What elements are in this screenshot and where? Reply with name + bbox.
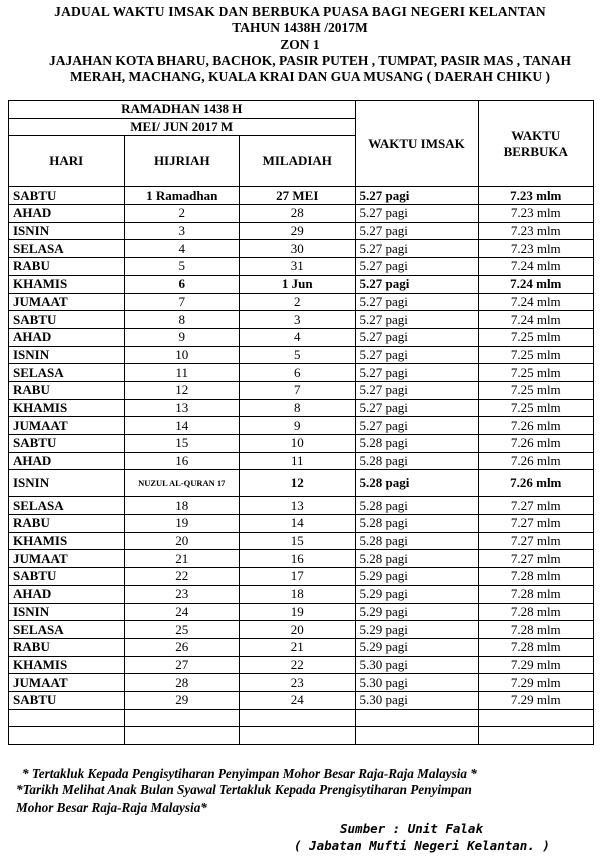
blank-row: [9, 709, 594, 727]
hijriah-cell: 24: [124, 603, 240, 621]
imsak-cell: 5.27 pagi: [355, 399, 478, 417]
berbuka-cell: 7.28 mlm: [478, 585, 594, 603]
table-row: [9, 585, 594, 603]
table-row: [9, 275, 594, 293]
hijriah-cell: 27: [124, 656, 240, 674]
imsak-cell: 5.29 pagi: [355, 621, 478, 639]
hari-cell: ISNIN: [9, 346, 125, 364]
table-row: [9, 293, 594, 311]
miladiah-cell: 21: [240, 638, 356, 656]
miladiah-cell: 28: [240, 205, 356, 223]
document-year: TAHUN 1438H /2017M: [232, 20, 368, 35]
hijriah-cell: 5: [124, 258, 240, 276]
table-row: [9, 346, 594, 364]
schedule-table: [8, 100, 594, 745]
berbuka-cell: 7.28 mlm: [478, 621, 594, 639]
hari-cell: ISNIN: [9, 222, 125, 240]
table-row: [9, 603, 594, 621]
imsak-cell: 5.30 pagi: [355, 656, 478, 674]
table-row: [9, 240, 594, 258]
blank-cell: [355, 709, 478, 727]
month-subtitle: MEI/ JUN 2017 M: [9, 118, 356, 136]
imsak-cell: 5.29 pagi: [355, 585, 478, 603]
blank-cell: [124, 727, 240, 745]
imsak-cell: 5.28 pagi: [355, 515, 478, 533]
imsak-cell: 5.27 pagi: [355, 187, 478, 205]
table-row: [9, 550, 594, 568]
header-miladiah: MILADIAH: [240, 136, 356, 187]
berbuka-cell: 7.23 mlm: [478, 187, 594, 205]
blank-cell: [124, 709, 240, 727]
hari-cell: JUMAAT: [9, 674, 125, 692]
hari-cell: KHAMIS: [9, 656, 125, 674]
hari-cell: JUMAAT: [9, 293, 125, 311]
hijriah-cell: 15: [124, 435, 240, 453]
berbuka-cell: 7.25 mlm: [478, 328, 594, 346]
hijriah-cell: 9: [124, 328, 240, 346]
miladiah-cell: 4: [240, 328, 356, 346]
schedule-rows: [9, 187, 594, 745]
imsak-cell: 5.29 pagi: [355, 603, 478, 621]
hari-cell: SABTU: [9, 187, 125, 205]
imsak-cell: 5.27 pagi: [355, 275, 478, 293]
blank-cell: [478, 709, 594, 727]
miladiah-cell: 30: [240, 240, 356, 258]
imsak-cell: 5.27 pagi: [355, 364, 478, 382]
source-label: Sumber : Unit Falak: [340, 821, 483, 836]
hijriah-cell: 21: [124, 550, 240, 568]
table-row: [9, 364, 594, 382]
imsak-cell: 5.27 pagi: [355, 205, 478, 223]
hijriah-cell: 22: [124, 568, 240, 586]
hijriah-cell: 4: [124, 240, 240, 258]
hijriah-cell: NUZUL AL-QURAN 17: [124, 470, 240, 497]
hijriah-cell: 25: [124, 621, 240, 639]
table-row: [9, 532, 594, 550]
blank-cell: [9, 709, 125, 727]
imsak-cell: 5.29 pagi: [355, 568, 478, 586]
hijriah-cell: 1 Ramadhan: [124, 187, 240, 205]
berbuka-cell: 7.24 mlm: [478, 293, 594, 311]
note-proclamation: * Tertakluk Kepada Pengisytiharan Penyimpan Mohor Besar Raja-Raja Malaysia *: [22, 766, 477, 781]
hijriah-cell: 14: [124, 417, 240, 435]
hari-cell: AHAD: [9, 585, 125, 603]
miladiah-cell: 5: [240, 346, 356, 364]
miladiah-cell: 22: [240, 656, 356, 674]
miladiah-cell: 27 MEI: [240, 187, 356, 205]
miladiah-cell: 15: [240, 532, 356, 550]
berbuka-cell: 7.28 mlm: [478, 638, 594, 656]
miladiah-cell: 20: [240, 621, 356, 639]
miladiah-cell: 2: [240, 293, 356, 311]
berbuka-cell: 7.25 mlm: [478, 381, 594, 399]
imsak-cell: 5.30 pagi: [355, 691, 478, 709]
imsak-cell: 5.28 pagi: [355, 435, 478, 453]
blank-cell: [240, 709, 356, 727]
hijriah-cell: 13: [124, 399, 240, 417]
hari-cell: SELASA: [9, 621, 125, 639]
berbuka-cell: 7.23 mlm: [478, 240, 594, 258]
imsak-cell: 5.27 pagi: [355, 311, 478, 329]
miladiah-cell: 1 Jun: [240, 275, 356, 293]
hari-cell: KHAMIS: [9, 275, 125, 293]
hari-cell: AHAD: [9, 328, 125, 346]
hari-cell: RABU: [9, 638, 125, 656]
imsak-cell: 5.28 pagi: [355, 550, 478, 568]
miladiah-cell: 14: [240, 515, 356, 533]
berbuka-cell: 7.24 mlm: [478, 275, 594, 293]
berbuka-cell: 7.27 mlm: [478, 550, 594, 568]
berbuka-cell: 7.27 mlm: [478, 515, 594, 533]
month-title: RAMADHAN 1438 H: [9, 101, 356, 119]
hari-cell: KHAMIS: [9, 532, 125, 550]
table-row: [9, 452, 594, 470]
table-row: [9, 205, 594, 223]
hari-cell: SELASA: [9, 364, 125, 382]
blank-cell: [478, 727, 594, 745]
miladiah-cell: 18: [240, 585, 356, 603]
table-row: [9, 311, 594, 329]
miladiah-cell: 10: [240, 435, 356, 453]
imsak-cell: 5.28 pagi: [355, 497, 478, 515]
berbuka-cell: 7.26 mlm: [478, 470, 594, 497]
miladiah-cell: 31: [240, 258, 356, 276]
hijriah-cell: 6: [124, 275, 240, 293]
hijriah-cell: 18: [124, 497, 240, 515]
hari-cell: RABU: [9, 515, 125, 533]
berbuka-cell: 7.26 mlm: [478, 417, 594, 435]
hari-cell: SELASA: [9, 497, 125, 515]
document-title: JADUAL WAKTU IMSAK DAN BERBUKA PUASA BAGI NEGERI KELANTAN: [54, 4, 546, 19]
header-imsak: WAKTU IMSAK: [355, 101, 478, 187]
hijriah-cell: 16: [124, 452, 240, 470]
hari-cell: RABU: [9, 381, 125, 399]
imsak-cell: 5.28 pagi: [355, 532, 478, 550]
hari-cell: RABU: [9, 258, 125, 276]
blank-cell: [240, 727, 356, 745]
table-row: [9, 222, 594, 240]
hari-cell: KHAMIS: [9, 399, 125, 417]
table-row: [9, 691, 594, 709]
imsak-cell: 5.27 pagi: [355, 240, 478, 258]
berbuka-cell: 7.26 mlm: [478, 435, 594, 453]
hijriah-cell: 19: [124, 515, 240, 533]
miladiah-cell: 3: [240, 311, 356, 329]
hijriah-cell: 10: [124, 346, 240, 364]
hari-cell: ISNIN: [9, 603, 125, 621]
berbuka-cell: 7.29 mlm: [478, 656, 594, 674]
imsak-cell: 5.27 pagi: [355, 346, 478, 364]
hari-cell: JUMAAT: [9, 550, 125, 568]
table-row: [9, 470, 594, 497]
blank-cell: [9, 727, 125, 745]
berbuka-cell: 7.25 mlm: [478, 346, 594, 364]
miladiah-cell: 9: [240, 417, 356, 435]
imsak-cell: 5.27 pagi: [355, 417, 478, 435]
header-hijriah: HIJRIAH: [124, 136, 240, 187]
table-row: [9, 568, 594, 586]
table-row: [9, 621, 594, 639]
table-row: [9, 399, 594, 417]
berbuka-cell: 7.29 mlm: [478, 674, 594, 692]
hijriah-cell: 3: [124, 222, 240, 240]
berbuka-cell: 7.28 mlm: [478, 603, 594, 621]
miladiah-cell: 19: [240, 603, 356, 621]
imsak-cell: 5.27 pagi: [355, 258, 478, 276]
hijriah-cell: 28: [124, 674, 240, 692]
note-syawal: *Tarikh Melihat Anak Bulan Syawal Tertakluk Kepada Prengisytiharan Penyimpan: [16, 782, 472, 797]
berbuka-cell: 7.26 mlm: [478, 452, 594, 470]
table-row: [9, 638, 594, 656]
hijriah-cell: 2: [124, 205, 240, 223]
hari-cell: ISNIN: [9, 470, 125, 497]
miladiah-cell: 17: [240, 568, 356, 586]
source-department: ( Jabatan Mufti Negeri Kelantan. ): [294, 838, 550, 853]
table-row: [9, 417, 594, 435]
note-syawal-cont: Mohor Besar Raja-Raja Malaysia*: [16, 800, 207, 815]
hijriah-cell: 8: [124, 311, 240, 329]
hijriah-cell: 29: [124, 691, 240, 709]
table-row: [9, 258, 594, 276]
blank-cell: [355, 727, 478, 745]
hari-cell: SELASA: [9, 240, 125, 258]
berbuka-cell: 7.28 mlm: [478, 568, 594, 586]
hari-cell: SABTU: [9, 568, 125, 586]
hari-cell: JUMAAT: [9, 417, 125, 435]
hijriah-cell: 23: [124, 585, 240, 603]
miladiah-cell: 7: [240, 381, 356, 399]
header-berbuka: WAKTU BERBUKA: [478, 101, 594, 187]
table-row: [9, 656, 594, 674]
document-districts: JAJAHAN KOTA BHARU, BACHOK, PASIR PUTEH , TUMPAT, PASIR MAS , TANAH MERAH, MACHANG, KUALA KRAI DAN GUA MUSANG ( DAERAH CHIKU ): [48, 53, 572, 84]
berbuka-cell: 7.24 mlm: [478, 311, 594, 329]
hijriah-cell: 11: [124, 364, 240, 382]
miladiah-cell: 6: [240, 364, 356, 382]
berbuka-cell: 7.25 mlm: [478, 399, 594, 417]
imsak-cell: 5.30 pagi: [355, 674, 478, 692]
hari-cell: AHAD: [9, 205, 125, 223]
hijriah-cell: 20: [124, 532, 240, 550]
table-row: [9, 515, 594, 533]
imsak-cell: 5.27 pagi: [355, 222, 478, 240]
berbuka-cell: 7.24 mlm: [478, 258, 594, 276]
hijriah-cell: 12: [124, 381, 240, 399]
table-row: [9, 674, 594, 692]
hari-cell: SABTU: [9, 311, 125, 329]
miladiah-cell: 11: [240, 452, 356, 470]
imsak-cell: 5.27 pagi: [355, 293, 478, 311]
hari-cell: SABTU: [9, 435, 125, 453]
hijriah-cell: 26: [124, 638, 240, 656]
imsak-cell: 5.27 pagi: [355, 328, 478, 346]
imsak-cell: 5.29 pagi: [355, 638, 478, 656]
miladiah-cell: 13: [240, 497, 356, 515]
table-row: [9, 187, 594, 205]
blank-row: [9, 727, 594, 745]
miladiah-cell: 29: [240, 222, 356, 240]
berbuka-cell: 7.29 mlm: [478, 691, 594, 709]
imsak-cell: 5.27 pagi: [355, 381, 478, 399]
berbuka-cell: 7.23 mlm: [478, 205, 594, 223]
header-hari: HARI: [9, 136, 125, 187]
miladiah-cell: 12: [240, 470, 356, 497]
table-row: [9, 435, 594, 453]
miladiah-cell: 24: [240, 691, 356, 709]
hari-cell: SABTU: [9, 691, 125, 709]
berbuka-cell: 7.27 mlm: [478, 532, 594, 550]
table-row: [9, 497, 594, 515]
miladiah-cell: 23: [240, 674, 356, 692]
imsak-cell: 5.28 pagi: [355, 470, 478, 497]
table-row: [9, 381, 594, 399]
miladiah-cell: 8: [240, 399, 356, 417]
imsak-cell: 5.28 pagi: [355, 452, 478, 470]
berbuka-cell: 7.25 mlm: [478, 364, 594, 382]
berbuka-cell: 7.27 mlm: [478, 497, 594, 515]
hari-cell: AHAD: [9, 452, 125, 470]
table-row: [9, 328, 594, 346]
hijriah-cell: 7: [124, 293, 240, 311]
berbuka-cell: 7.23 mlm: [478, 222, 594, 240]
document-zone: ZON 1: [280, 37, 320, 52]
miladiah-cell: 16: [240, 550, 356, 568]
